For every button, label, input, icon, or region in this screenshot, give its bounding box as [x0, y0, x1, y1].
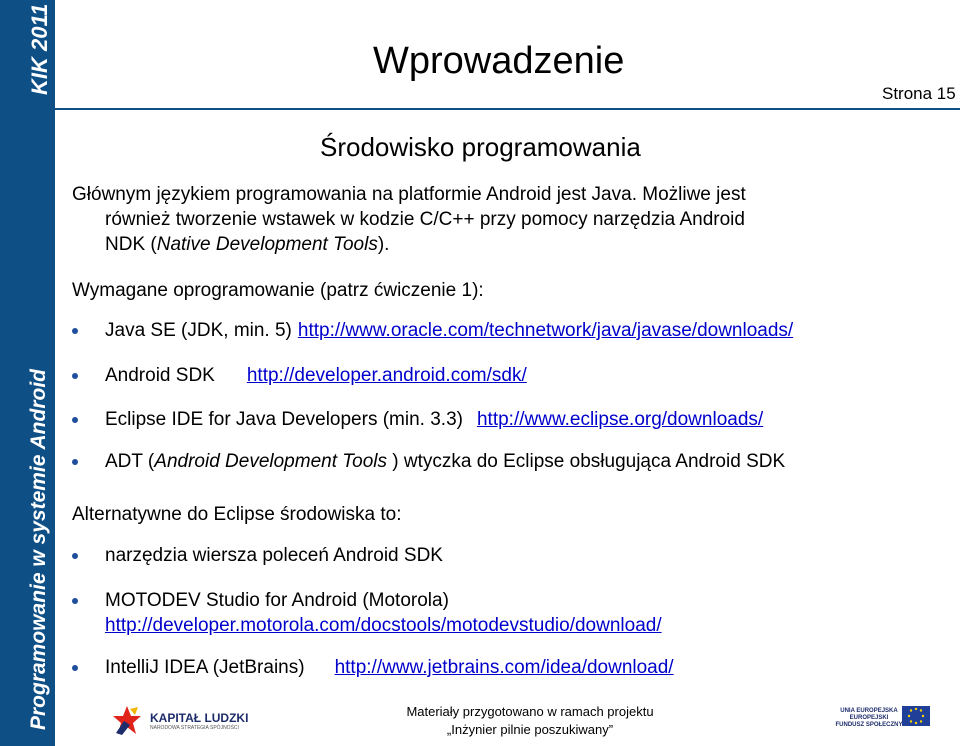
list-item-text: Eclipse IDE for Java Developers (min. 3.3) — [105, 409, 463, 430]
intro-paragraph — [72, 182, 932, 257]
bullet-icon — [72, 417, 78, 423]
bullet-icon — [72, 459, 78, 465]
list-item-text: IntelliJ IDEA (JetBrains) — [105, 657, 305, 678]
list-item-text: Java SE (JDK, min. 5) — [105, 320, 292, 341]
footer-line-1: Materiały przygotowano w ramach projektu — [406, 704, 654, 719]
intro-line-3-italic: Native Development Tools — [156, 234, 378, 255]
motorola-link[interactable]: http://developer.motorola.com/docstools/motodevstudio/download/ — [105, 615, 662, 636]
oracle-link[interactable]: http://www.oracle.com/technetwork/java/javase/downloads/ — [297, 320, 794, 341]
list-item-text: narzędzia wiersza poleceń Android SDK — [105, 545, 443, 566]
alternatives-heading: Alternatywne do Eclipse środowiska to: — [72, 504, 402, 525]
kapital-ludzki-star-icon — [110, 703, 144, 737]
kapital-ludzki-logo — [110, 703, 249, 742]
eu-logo-text — [834, 708, 904, 729]
sidebar — [0, 0, 55, 746]
page-number: Strona 15 — [882, 84, 956, 103]
footer-line-2: „Inżynier pilnie poszukiwany” — [446, 722, 614, 737]
bullet-icon — [72, 328, 78, 334]
bullet-icon — [72, 665, 78, 671]
title-divider — [55, 108, 960, 110]
page-title: Wprowadzenie — [373, 40, 625, 82]
eu-line-1: UNIA EUROPEJSKA — [840, 708, 898, 714]
list-item-text: MOTODEV Studio for Android (Motorola) — [105, 590, 449, 611]
intro-line-3 — [72, 232, 932, 257]
adt-pre: ADT ( — [105, 451, 155, 472]
requirements-heading: Wymagane oprogramowanie (patrz ćwiczenie 1): — [72, 280, 484, 301]
sidebar-top-label: KIK 2011 — [27, 3, 52, 95]
intro-line-2: również tworzenie wstawek w kodzie C/C++ przy pomocy narzędzia Android — [105, 209, 745, 230]
adt-italic: Android Development Tools — [154, 451, 387, 472]
eu-line-3: FUNDUSZ SPOŁECZNY — [835, 722, 903, 728]
bullet-icon — [72, 598, 78, 604]
jetbrains-link[interactable]: http://www.jetbrains.com/idea/download/ — [334, 657, 674, 678]
eu-line-2: EUROPEJSKI — [849, 715, 889, 721]
list-item-text: Android SDK — [105, 365, 215, 386]
intro-line-1: Głównym językiem programowania na platformie Android jest Java. Możliwe jest — [72, 184, 746, 205]
bullet-icon — [72, 553, 78, 559]
sidebar-bottom-label: Programowanie w systemie Android — [27, 369, 50, 730]
slide-subtitle: Środowisko programowania — [320, 132, 641, 162]
kapital-ludzki-text: KAPITAŁ LUDZKI — [150, 711, 249, 725]
eclipse-link[interactable]: http://www.eclipse.org/downloads/ — [476, 409, 764, 430]
intro-line-3-pre: NDK ( — [105, 234, 157, 255]
intro-line-3-post: ). — [377, 234, 390, 255]
android-sdk-link[interactable]: http://developer.android.com/sdk/ — [246, 365, 527, 386]
kapital-ludzki-sub: NARODOWA STRATEGIA SPÓJNOŚCI — [150, 725, 239, 731]
adt-post: ) wtyczka do Eclipse obsługująca Android SDK — [386, 451, 786, 472]
footer-project-text — [380, 703, 680, 739]
eu-logo — [822, 700, 934, 745]
bullet-icon — [72, 373, 78, 379]
